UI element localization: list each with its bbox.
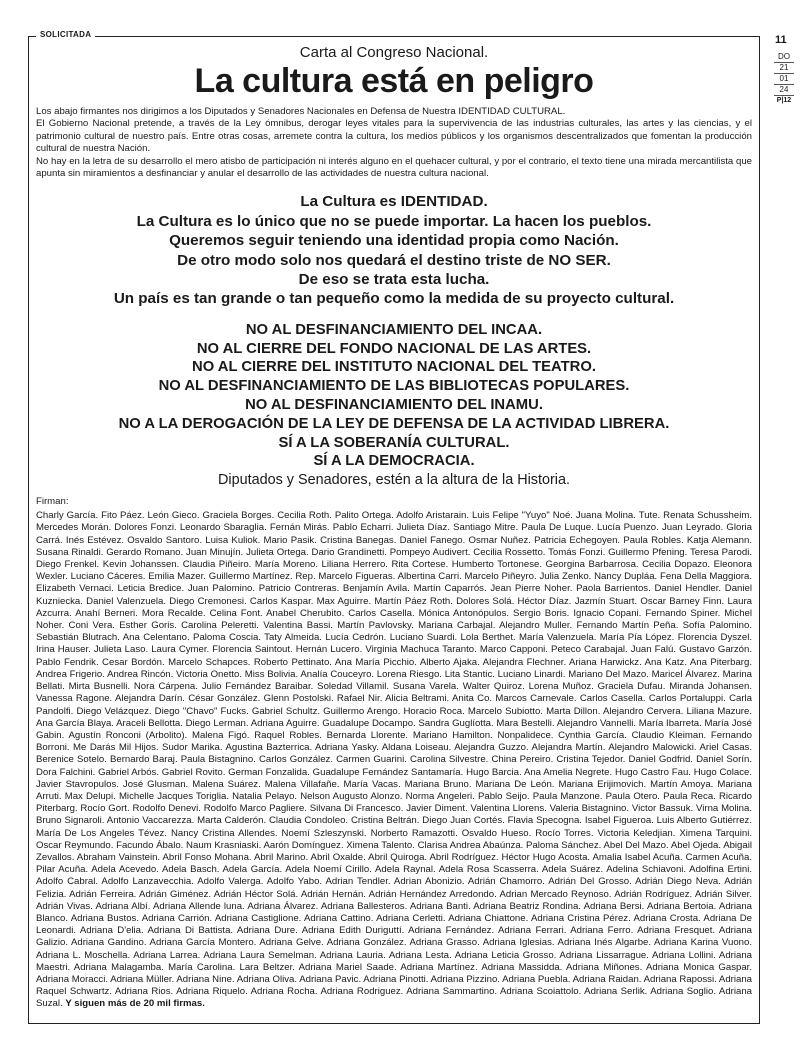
- paper-mark: P|12: [776, 97, 792, 104]
- intro-paragraph: No hay en la letra de su desarrollo el mero atisbo de participación ni interés alguno en el quehacer cultural, y por el contrario, el texto tiene una mirada mercantilista que apunta sin miramientos a desfinanciar y anular el desarrollo de las actividades de nuestra cultura nacional.: [36, 155, 752, 180]
- intro-paragraph: El Gobierno Nacional pretende, a través de la Ley ómnibus, derogar leyes vitales para la supervivencia de las industrias culturales, las artes y las ciencias, y el patrimonio cultural de nuestro país. Entre otras cosas, arremete contra la cultura, los medios públicos y los organismos descentralizados que fomentan la producción cultural de nuestra Nación.: [36, 118, 752, 155]
- more-signers-note: Y siguen más de 20 mil firmas.: [65, 998, 205, 1010]
- section-tag: SOLICITADA: [36, 30, 95, 39]
- closing-line: Diputados y Senadores, estén a la altura de la Historia.: [218, 472, 570, 489]
- demand-line: NO A LA DEROGACIÓN DE LA LEY DE DEFENSA DE LA ACTIVIDAD LIBRERA.: [118, 415, 670, 432]
- signers-label: Firman:: [36, 496, 69, 508]
- date-year: 24: [774, 85, 794, 96]
- signers-list: [36, 510, 752, 1055]
- manifesto: [36, 192, 752, 308]
- intro-paragraph: Los abajo firmantes nos dirigimos a los Diputados y Senadores Nacionales en Defensa de Nuestra IDENTIDAD CULTURAL.: [36, 106, 566, 117]
- demand-line: NO AL CIERRE DEL FONDO NACIONAL DE LAS ARTES.: [196, 340, 592, 357]
- intro-paragraphs: [36, 106, 752, 180]
- page-number: 11: [775, 34, 787, 46]
- manifesto-line: Un país es tan grande o tan pequeño como la medida de su proyecto cultural.: [113, 290, 675, 308]
- demand-line: NO AL DESFINANCIAMIENTO DEL INCAA.: [245, 321, 543, 338]
- manifesto-line: La Cultura es IDENTIDAD.: [300, 193, 488, 211]
- manifesto-line: La Cultura es lo único que no se puede importar. La hacen los pueblos.: [136, 212, 652, 230]
- demand-line: NO AL DESFINANCIAMIENTO DE LAS BIBLIOTECAS POPULARES.: [158, 378, 630, 395]
- manifesto-line: De eso se trata esta lucha.: [298, 271, 490, 289]
- demand-line: NO AL DESFINANCIAMIENTO DEL INAMU.: [245, 397, 543, 414]
- letter-subtitle: Carta al Congreso Nacional.: [299, 44, 489, 61]
- date-stack: [774, 52, 794, 106]
- demands: [36, 321, 752, 471]
- date-day-label: DO: [774, 52, 794, 63]
- demand-line: NO AL CIERRE DEL INSTITUTO NACIONAL DEL TEATRO.: [192, 359, 596, 376]
- manifesto-line: De otro modo solo nos quedará el destino triste de NO SER.: [177, 251, 611, 269]
- letter-title: La cultura está en peligro: [194, 62, 594, 100]
- date-month: 01: [774, 74, 794, 85]
- demand-line: SÍ A LA DEMOCRACIA.: [313, 453, 475, 470]
- demand-line: SÍ A LA SOBERANÍA CULTURAL.: [278, 434, 510, 451]
- letter-body: [36, 44, 752, 1055]
- manifesto-line: Queremos seguir teniendo una identidad propia como Nación.: [169, 232, 619, 250]
- signer-names: Charly García. Fito Páez. León Gieco. Graciela Borges. Cecilia Roth. Palito Ortega. Adolfo Aristarain. Luis Felipe "Yuyo" Noé. Juana Molina. Tute. Renata Schussheim. Mercedes Morán. Dolores Fonzi. Leonardo Sbaraglia. Fernán Mirás. Pablo Echarri. Julieta Díaz. Santiago Mitre. Paula De Luque. Lucía Puenzo. Juan Leyrado. Gloria Carrá. Inés Estévez. Osvaldo Santoro. Luisa Kuliok. Mario Pasik. Cristina Banegas. Daniel Fanego. Osmar Nuñez. Patricia Echegoyen. Paula Robles. Katja Alemann. Susana Rinaldi. Gerardo Romano. Juan Minujín. Julieta Ortega. Dario Grandinetti. Pompeyo Audivert. Cecilia Rossetto. Tomás Fonzi. Guillermo Pfening. Teresa Parodi. Diego Frenkel. Kevin Johanssen. Claudia Piñeiro. María Moreno. Liliana Herrero. Rita Cortese. Humberto Tortonese. Georgina Barbarrosa. Cecilia Dopazo. Eleonora Wexler. Luciano Cáceres. Emilia Mazer. Guillermo Martínez. Rep. Marcelo Figueras. Albertina Carri. Marcelo Piñeyro. Julia Zenko. Nancy Dupláa. Fena Della Maggiora. Elizabeth Vernaci. Leticia Bredice. Juan Palomino. Patricio Contreras. Benjamín Avila. Martín Caparrós. Jean Pierre Noher. Paola Barrientos. Daniel Hendler. Daniel Kuznieckа. Daniel Valenzuela. Diego Cremonesi. Carlos Kaspar. Max Aguirre. Martín Páez Roth. Dolores Solá. Héctor Díaz. Jazmín Stuart. Oscar Barney Finn. Laura Azcurra. Anahí Berneri. Mora Recalde. Celina Font. Anabel Cherubito. Carlos Casella. Mónica Antonópulos. Sergio Boris. Ignacio Copani. Fernando Spiner. Michel Noher. Coni Vera. Esther Goris. Carolina Peleretti. Valentina Bassi. Martín Pavlovsky. Mariana Carbajal. Alejandro Muller. Fernando Martín Peña. Sofía Palomino. Sebastián Blutrach. Ana Celentano. Paloma Coscia. Taty Almeida. Lucía Cedrón. Luciano Suardi. Lola Berthet. María Valenzuela. María Pía López. Florencia Dyszel. Irina Hauser. Julieta Laso. Laura Cymer. Florencia Saintout. Hernán Lucero. Virginia Machuca Taranto. Marco Capponi. Peteco Carabajal. Juan Falú. Gustavo Garzón. Pablo Fendrik. Cesar Bordón. Marcelo Schapces. Roberto Pettinato. Ana María Picchio. Alberto Ajaka. Alejandra Flechner. Ariana Harwickz. Ana Katz. Ana Piterbarg. Andrea Frigerio. Andrea Rincón. Victoria Onetto. Miss Bolivia. Analía Couceyro. Lorena Riesgo. Lita Stantic. Luciano Linardi. Mariano Del Mazo. Maricel Álvarez. Marina Bellati. Mirta Busnelli. Nora Cárpena. Julio Fernández Baraibar. Soledad Villamil. Susana Varela. Walter Quiroz. Lorena Muñoz. Graciela Dufau. Miranda Johansen. Vanessa Ragone. Alejandra Darín. César González. Glenn Postolski. Rafael Nir. Alicia Beltrami. Anita Co. Marcos Carnevale. Carlos Casella. Carlos Portaluppi. Carla Pandolfi. Diego Velázquez. Diego "Chavo" Fucks. Gabriel Schultz. Guillermo Arengo. Horacio Roca. Marcelo Subiotto. Marta Dillon. Alejandro Cervera. Liliana Mazure. Ana García Blaya. Araceli Bellotta. Diego Lerman. Adriana Aguirre. Guadalupe Docampo. Sandra Guglíotta. Mara Bestelli. Alejandro Vannelli. María Ibarreta. María José Gabin. Agustín Ronconi (Arbolito). Malena Figó. Raquel Robles. Bernarda Llorente. Mariano Hamilton. Nonpalidece. Cynthia García. Claudio Kleiman. Fernando Borroni. Me Darás Mil Hijos. Sudor Marika. Agustina Bazterrica. Adriana Yasky. Aldana Loiseau. Alejandra Guzzo. Alejandra Martín. Alejandro Malowicki. Ariel Casas. Berenice Sotelo. Bernardo Baraj. Paula Bistagnino. Carlos González. Carmen Guarini. Carolina Silvestre. China Pereiro. Cristina Tejedor. Daniel Godfrid. Daniel Sorín. Dora Falchini. Gabriel Arbós. Gabriel Rovito. German Fonzalida. Guadalupe Fernández Santamaría. Hugo Barcia. Ana Amelia Negrete. Hugo Castro Fau. Hugo Colace. Javier Stavropulos. José Glusman. Malena Suárez. Malena Villafañe. María Vacas. Mariana Bruno. Mariana De León. Mariana Erijimovich. Martín Amoya. Mariana Arruti. Max Delupi. Michelle Jacques Toriglia. Natalia Pelayo. Nelson Augusto Alonzo. Norma Angeleri. Pablo Seijo. Paula Manzone. Paula Otero. Paula Reca. Ricardo Piterbarg. Rocío Gort. Rodolfo Denevi. Rodolfo Marco Pagliere. Silvana Di Francesco. Javier Diment. Valentina Llorens. Valeria Bistagnino. Victor Bassuk. Virna Molina. Bruno Signaroli. Antonio Vaccarezza. Marta Calderón. Claudia Condoleo. Cristina Beltrán. Diego Juan Cortés. Flavia Specogna. Isabel Figueroa. Luis Alberto Gutiérrez. María De Los Angeles Tévez. Nancy Cristina Allendes. Noemí Szleszynski. Norberto Ramazotti. Osvaldo Hueso. Rocío Torres. Victoria Keledjian. Ximena Tarquini. Oscar Reymundo. Facundo Ábalo. Naum Krasniaski. Aarón Domínguez. Ximena Talento. Clarisa Andrea Abaúnza. Paloma Sánchez. Abel Del Mazo. Abel Ojeda. Abigail Zevallos. Abraham Vainstein. Abril Fonso Mohana. Abril Marino. Abril Oxalde. Abril Quiroga. Abril Rodríguez. Héctor Hugo Acosta. Amalia Isabel Acuña. Carmen Acuña. Pilar Acuña. Adela Acevedo. Adela Basch. Adela García. Adela Noemí Cirillo. Adela Raynal. Adela Rosa Scasserra. Adela Suárez. Adelina Schiavoni. Adolfina Ertini. Adolfo Cabral. Adolfo Lanzavecchia. Adolfo Valerga. Adolfo Yabo. Adrian Tendler. Adrian Abonizio. Adrián Chamorro. Adrián Del Grosso. Adrián Diego Neva. Adrián Felizia. Adrián Ferreira. Adrián Giménez. Adrián Héctor Solá. Adrián Hernán. Adrián Hernández Arredondo. Adrian Mercado Reynoso. Adrián Rodríguez. Adrián Silver. Adrián Vivas. Adriana Albí. Adriana Allende luna. Adriana Álvarez. Adriana Ballesteros. Adriana Banti. Adriana Beatriz Rondina. Adriana Bersi. Adriana Bertoia. Adriana Blanco. Adriana Bustos. Adriana Carrión. Adriana Castiglione. Adriana Cattino. Adriana Cerletti. Adriana Chiattone. Adriana Cristina Pérez. Adriana Crosta. Adriana De Leonardi. Adriana D'elia. Adriana Di Battista. Adriana Dure. Adriana Edith Duriguttí. Adriana Fernández. Adriana Ferrari. Adriana Ferro. Adriana Fresquet. Adriana Galizio. Adriana Gandino. Adriana García Montero. Adriana Gelve. Adriana González. Adriana Grasso. Adriana Iglesias. Adriana Inés Algarbe. Adriana Karina Vuono. Adriana L. Moschella. Adriana Larrea. Adriana Laura Semelman. Adriana Lauria. Adriana Lesta. Adriana Leticia Grosso. Adriana Lissarrague. Adriana Lollini. Adriana Maestri. Adriana Malagamba. María Carolina. Lara Beltzer. Adriana Mariel Saade. Adriana Martínez. Adriana Massidda. Adriana Miñones. Adriana Monica Gaspar. Adriana Moracci. Adriana Müller. Adriana Nine. Adriana Oliva. Adriana Pavic. Adriana Pinotti. Adriana Pizzino. Adriana Puebla. Adriana Raidan. Adriana Rapossi. Adriana Raquel Schwartz. Adriana Rios. Adriana Riquelo. Adriana Rocha. Adriana Rodriguez. Adriana Sammartino. Adriana Scoiattolo. Adriana Serlik. Adriana Soglio. Adriana Suzal.: [36, 510, 752, 1010]
- date-day: 21: [774, 63, 794, 74]
